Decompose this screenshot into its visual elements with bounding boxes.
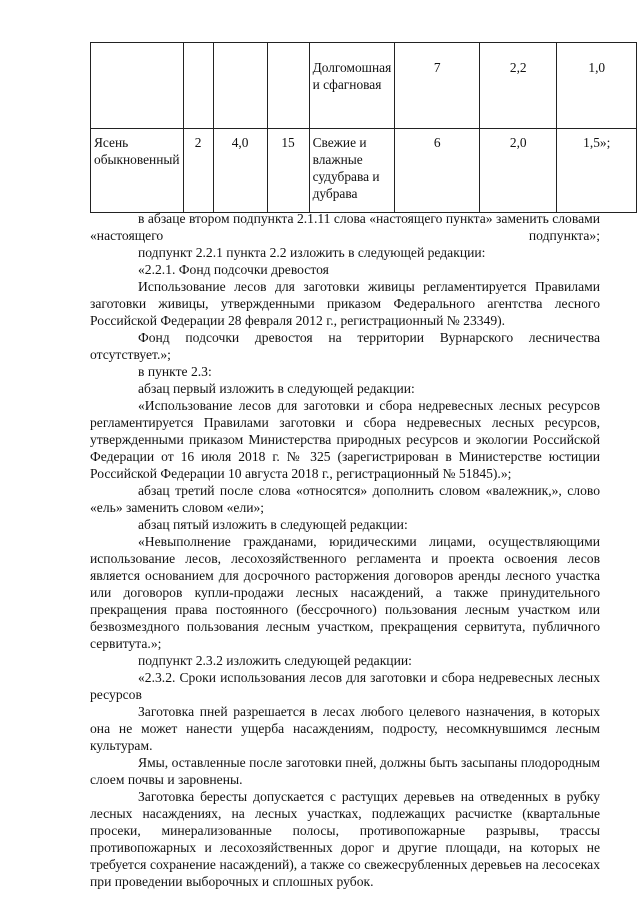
table-row (91, 43, 637, 129)
paragraph: в абзаце втором подпункта 2.1.11 слова «настоящего пункта» заменить словами «настоящего подпункта»; (90, 211, 600, 243)
section-heading: «2.3.2. Сроки использования лесов для заготовки и сбора недревесных лесных ресурсов (90, 670, 600, 702)
paragraph: в пункте 2.3: (138, 364, 212, 379)
paragraph: абзац первый изложить в следующей редакции: (138, 381, 415, 396)
paragraph: подпункт 2.2.1 пункта 2.2 изложить в следующей редакции: (138, 245, 486, 260)
table-cell (183, 43, 213, 129)
table-cell: 2,0 (480, 129, 557, 213)
table-cell: 2 (183, 129, 213, 213)
forest-type-cell: Свежие и влажные судубрава и дубрава (309, 129, 395, 213)
forest-type-cell: Долгомошная и сфагновая (309, 43, 395, 129)
paragraph: Использование лесов для заготовки живицы регламентируется Правилами заготовки живицы, утвержденными приказом Федерального агентства лесного Российской Федерации 28 февраля 2012 г., регистрационный № 23349). (90, 279, 600, 328)
document-body (90, 210, 600, 890)
table-cell: 4,0 (213, 129, 267, 213)
table-cell: 15 (267, 129, 309, 213)
table-cell (267, 43, 309, 129)
table-cell: 7 (395, 43, 480, 129)
table-cell: 1,5»; (557, 129, 637, 213)
paragraph: подпункт 2.3.2 изложить следующей редакции: (138, 653, 412, 668)
paragraph: абзац третий после слова «относятся» дополнить словом «валежник,», слово «ель» заменить словом «ели»; (90, 483, 600, 515)
norms-table (90, 42, 637, 213)
paragraph: Заготовка бересты допускается с растущих деревьев на отведенных в рубку лесных насаждениях, на лесных участках, подлежащих расчистке (квартальные просеки, минерализованные полосы, противопожарные разрывы, трассы противопожарных и лесохозяйственных дорог и другие площади, на которых не требуется сохранение насаждений), а также со свежесрубленных деревьев на лесосеках при проведении выборочных и сплошных рубок. (90, 789, 600, 889)
section-heading: «2.2.1. Фонд подсочки древостоя (138, 262, 329, 277)
species-cell: Ясень обыкновенный (91, 129, 184, 213)
table-cell (213, 43, 267, 129)
paragraph: «Невыполнение гражданами, юридическими лицами, осуществляющими использование лесов, лесохозяйственного регламента и проекта освоения лесов является основанием для досрочного расторжения договоров аренды лесного участка или договоров купли-продажи лесных насаждений, а также принудительного прекращения права постоянного (бессрочного) пользования лесным участком или безвозмездного пользования лесным участком, прекращения сервитута, публичного сервитута.»; (90, 534, 600, 651)
species-cell (91, 43, 184, 129)
paragraph: Фонд подсочки древостоя на территории Вурнарского лесничества отсутствует.»; (90, 330, 600, 362)
paragraph: Ямы, оставленные после заготовки пней, должны быть засыпаны плодородным слоем почвы и заровнены. (90, 755, 601, 787)
table-cell: 2,2 (480, 43, 557, 129)
paragraph: абзац пятый изложить в следующей редакции: (138, 517, 408, 532)
table-row (91, 129, 637, 213)
table-cell: 1,0 (557, 43, 637, 129)
paragraph: Заготовка пней разрешается в лесах любого целевого назначения, в которых она не может нанести ущерба насаждениям, подросту, несомкнувшимся лесным культурам. (90, 704, 600, 753)
paragraph: «Использование лесов для заготовки и сбора недревесных лесных ресурсов регламентируется Правилами заготовки и сбора недревесных лесных ресурсов, утвержденными приказом Министерства природных ресурсов и экологии Российской Федерации от 16 июля 2018 г. № 325 (зарегистрирован в Министерстве юстиции Российской Федерации 10 августа 2018 г., регистрационный № 51845).»; (90, 398, 600, 481)
table-cell: 6 (395, 129, 480, 213)
